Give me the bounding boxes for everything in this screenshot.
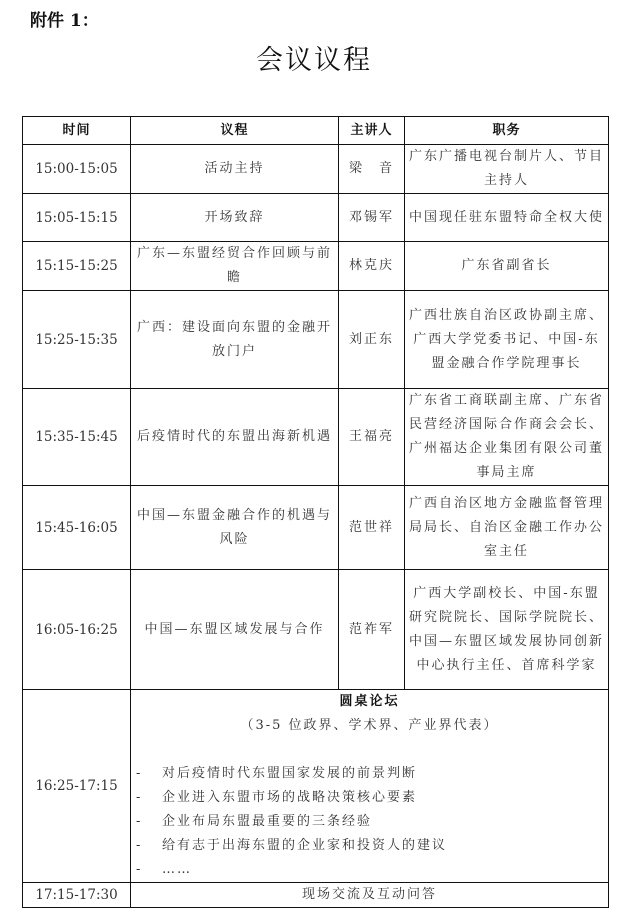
column-header-duty: 职务 (405, 117, 609, 145)
agenda-cell: 现场交流及互动问答 (131, 883, 609, 908)
speaker-cell: 林克庆 (339, 242, 405, 291)
time-cell: 15:15-15:25 (23, 242, 131, 291)
table-row (23, 242, 609, 291)
forum-topic: - …… (136, 858, 605, 882)
forum-topic: - 企业进入东盟市场的战略决策核心要素 (136, 786, 605, 810)
agenda-cell: 活动主持 (131, 145, 339, 194)
forum-topic: - 企业布局东盟最重要的三条经验 (136, 810, 605, 834)
dash-bullet-icon: - (136, 814, 143, 829)
time-cell: 16:25-17:15 (23, 690, 131, 883)
closing-row (23, 883, 609, 908)
table-header-row (23, 117, 609, 145)
agenda-table (22, 116, 609, 908)
speaker-cell: 王福亮 (339, 389, 405, 486)
duty-cell: 广西自治区地方金融监督管理局局长、自治区金融工作办公室主任 (405, 486, 609, 570)
duty-cell: 广西大学副校长、中国-东盟研究院院长、国际学院院长、中国—东盟区域发展协同创新中心执行主任、首席科学家 (405, 570, 609, 690)
duty-cell: 广东省副省长 (405, 242, 609, 291)
table-row (23, 291, 609, 389)
forum-cell (131, 690, 609, 883)
agenda-cell: 广西：建设面向东盟的金融开放门户 (131, 291, 339, 389)
column-header-time: 时间 (23, 117, 131, 145)
speaker-cell: 邓锡军 (339, 194, 405, 242)
page-title: 会议议程 (256, 45, 372, 76)
attachment-label: 附件 1： (30, 11, 99, 31)
forum-topic: - 给有志于出海东盟的企业家和投资人的建议 (136, 834, 605, 858)
duty-cell: 广东广播电视台制片人、节目主持人 (405, 145, 609, 194)
table-row (23, 145, 609, 194)
time-cell: 15:00-15:05 (23, 145, 131, 194)
dash-bullet-icon: - (136, 838, 143, 853)
duty-cell: 中国现任驻东盟特命全权大使 (405, 194, 609, 242)
agenda-cell: 广东—东盟经贸合作回顾与前瞻 (131, 242, 339, 291)
dash-bullet-icon: - (136, 862, 143, 877)
table-row (23, 486, 609, 570)
time-cell: 17:15-17:30 (23, 883, 131, 908)
time-cell: 16:05-16:25 (23, 570, 131, 690)
speaker-cell: 梁 音 (339, 145, 405, 194)
speaker-cell: 刘正东 (339, 291, 405, 389)
forum-topic: - 对后疫情时代东盟国家发展的前景判断 (136, 762, 605, 786)
dash-bullet-icon: - (136, 790, 143, 805)
forum-subtitle: （3-5 位政界、学术界、产业界代表） (240, 718, 499, 733)
forum-topic-list (134, 762, 605, 882)
time-cell: 15:35-15:45 (23, 389, 131, 486)
time-cell: 15:25-15:35 (23, 291, 131, 389)
duty-cell: 广东省工商联副主席、广东省民营经济国际合作商会会长、广州福达企业集团有限公司董事局主席 (405, 389, 609, 486)
duty-cell: 广西壮族自治区政协副主席、广西大学党委书记、中国-东盟金融合作学院理事长 (405, 291, 609, 389)
speaker-cell: 范祚军 (339, 570, 405, 690)
dash-bullet-icon: - (136, 766, 143, 781)
forum-title: 圆桌论坛 (339, 694, 400, 709)
table-row (23, 194, 609, 242)
time-cell: 15:45-16:05 (23, 486, 131, 570)
table-row (23, 389, 609, 486)
agenda-cell: 中国—东盟金融合作的机遇与风险 (131, 486, 339, 570)
agenda-cell: 开场致辞 (131, 194, 339, 242)
table-row (23, 570, 609, 690)
column-header-speaker: 主讲人 (339, 117, 405, 145)
agenda-cell: 后疫情时代的东盟出海新机遇 (131, 389, 339, 486)
speaker-cell: 范世祥 (339, 486, 405, 570)
column-header-agenda: 议程 (131, 117, 339, 145)
time-cell: 15:05-15:15 (23, 194, 131, 242)
agenda-cell: 中国—东盟区域发展与合作 (131, 570, 339, 690)
forum-row (23, 690, 609, 883)
